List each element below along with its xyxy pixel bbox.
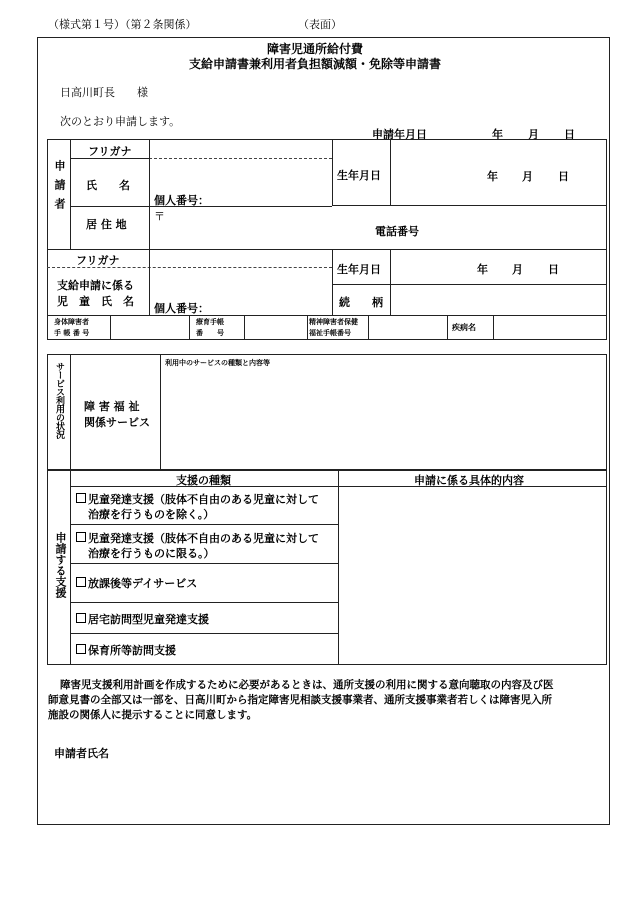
child-birth-day: 日	[548, 263, 559, 276]
mental-cert-label-2: 福祉手帳番号	[309, 329, 351, 337]
intro-text: 次のとおり申請します。	[60, 115, 181, 128]
applicant-birth-day: 日	[558, 170, 569, 183]
application-date-day: 日	[564, 128, 575, 141]
service-status-section-label: サービス利用の状況	[54, 362, 64, 439]
support-item-1[interactable]: 児童発達支援（肢体不自由のある児童に対して	[76, 491, 319, 507]
support-item-2-line2: 治療を行うものに限る。）	[88, 547, 215, 560]
child-birthdate-label: 生年月日	[337, 263, 381, 276]
child-name-label-2: 児 童 氏 名	[57, 295, 134, 308]
child-name-label-1: 支給申請に係る	[57, 279, 134, 292]
phone-label: 電話番号	[375, 225, 419, 238]
application-date-label: 申請年月日	[372, 128, 427, 141]
physical-cert-label-1: 身体障害者	[54, 318, 89, 326]
support-item-4[interactable]: 居宅訪問型児童発達支援	[76, 611, 209, 627]
rehab-cert-label-1: 療育手帳	[196, 318, 224, 326]
support-item-3[interactable]: 放課後等デイサービス	[76, 575, 197, 591]
child-relation-label: 続 柄	[339, 296, 383, 309]
form-number: （様式第１号）（第２条関係）	[48, 18, 197, 31]
disease-label: 疾病名	[452, 323, 476, 332]
service-usage-note: 利用中のサービスの種類と内容等	[165, 359, 270, 367]
welfare-service-label-1: 障 害 福 祉	[84, 400, 140, 413]
application-date-month: 月	[528, 128, 539, 141]
support-item-2[interactable]: 児童発達支援（肢体不自由のある児童に対して	[76, 530, 319, 546]
welfare-service-label-2: 関係サービス	[84, 416, 150, 429]
applicant-birthdate-label: 生年月日	[337, 169, 381, 182]
checkbox-icon[interactable]	[76, 577, 86, 587]
child-furigana-label: フリガナ	[76, 254, 120, 267]
applicant-my-number-label: 個人番号：	[154, 194, 209, 207]
postal-mark: 〒	[154, 210, 165, 223]
addressee: 日高川町長 様	[60, 86, 148, 99]
application-date-year: 年	[492, 128, 503, 141]
child-birth-month: 月	[512, 263, 523, 276]
checkbox-icon[interactable]	[76, 613, 86, 623]
support-section-label: 申請する支援	[54, 532, 67, 598]
consent-line-2: 師意見書の全部又は一部を、日高川町から指定障害児相談支援事業者、通所支援事業者若しくは障害児入所	[48, 694, 552, 706]
form-title-line1: 障害児通所給付費	[266, 42, 363, 56]
rehab-cert-label-2: 番 号	[196, 329, 224, 337]
consent-line-3: 施設の関係人に提示することに同意します。	[48, 709, 258, 721]
form-title-line2: 支給申請書兼利用者負担額減額・免除等申請書	[188, 57, 441, 71]
applicant-furigana-label: フリガナ	[88, 145, 132, 158]
support-detail-header: 申請に係る具体的内容	[414, 474, 524, 487]
support-item-1-line2: 治療を行うものを除く。）	[88, 508, 215, 521]
side-label: （表面）	[298, 18, 342, 31]
support-type-header: 支援の種類	[176, 474, 231, 487]
checkbox-icon[interactable]	[76, 493, 86, 503]
checkbox-icon[interactable]	[76, 644, 86, 654]
signature-label: 申請者氏名	[54, 747, 109, 760]
applicant-birth-month: 月	[522, 170, 533, 183]
mental-cert-label-1: 精神障害者保健	[309, 318, 358, 326]
applicant-name-label: 氏 名	[86, 179, 130, 192]
checkbox-icon[interactable]	[76, 532, 86, 542]
physical-cert-label-2: 手 帳 番 号	[54, 329, 90, 337]
applicant-birth-year: 年	[487, 170, 498, 183]
applicant-address-label: 居 住 地	[86, 218, 127, 231]
child-birth-year: 年	[477, 263, 488, 276]
support-item-5[interactable]: 保育所等訪問支援	[76, 642, 176, 658]
applicant-section-label: 申請者	[53, 160, 66, 217]
consent-line-1: 障害児支援利用計画を作成するために必要があるときは、通所支援の利用に関する意向聴取の内容及び医	[60, 679, 554, 691]
child-my-number-label: 個人番号：	[154, 302, 209, 315]
